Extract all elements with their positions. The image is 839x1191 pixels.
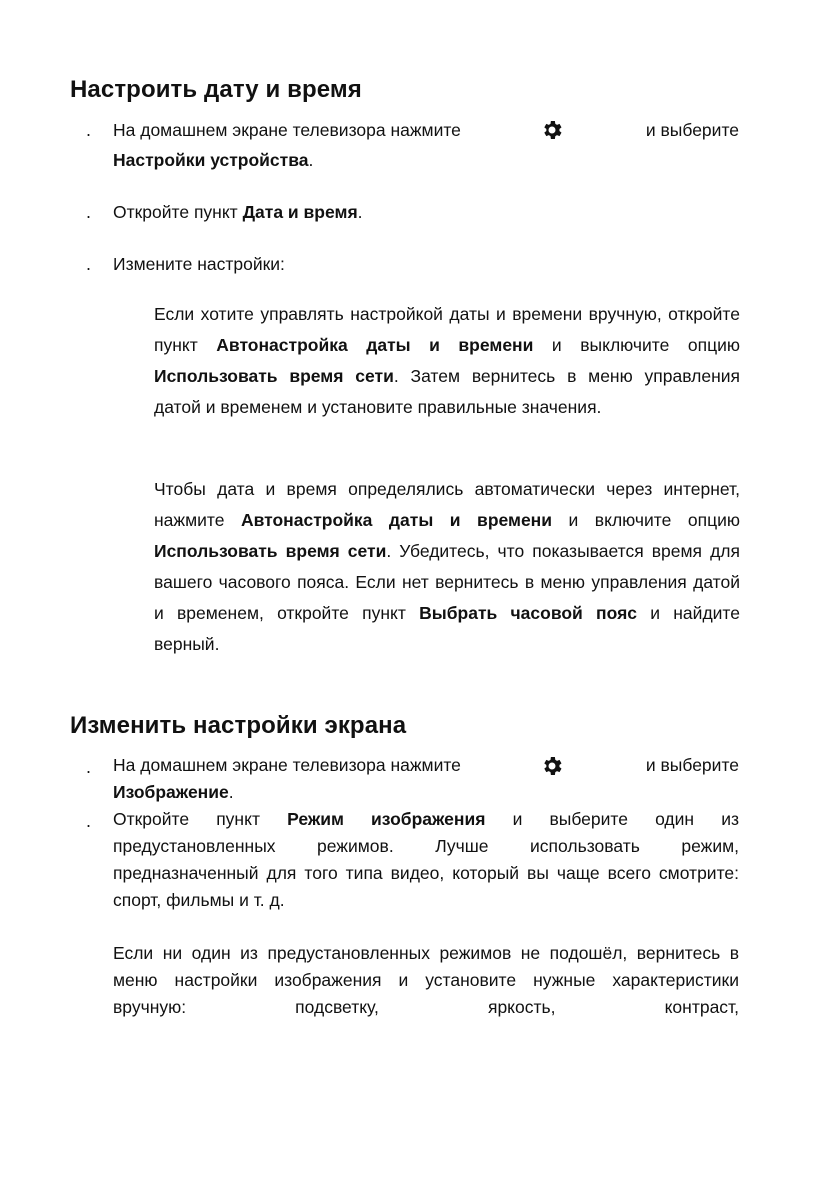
menu-name: Автонастройка даты и времени <box>240 510 553 530</box>
punctuation: . <box>308 150 314 170</box>
bullet-marker: . <box>86 811 92 831</box>
section-title-date-time: Настроить дату и время <box>70 76 362 103</box>
punctuation: . <box>357 202 363 222</box>
gear-icon <box>540 118 564 142</box>
bullet-marker: . <box>86 120 92 140</box>
paragraph-text: Чтобы дата и время определялись автоматически через интернет, нажмите <box>154 479 740 530</box>
instruction-text: и выберите <box>645 755 739 775</box>
menu-name: Изображение <box>113 782 229 802</box>
paragraph-text: и выключите опцию <box>533 335 741 355</box>
list-item-text <box>113 197 739 227</box>
punctuation: . <box>228 782 234 802</box>
paragraph-manual-date <box>154 299 740 423</box>
paragraph-text: и найдите верный. <box>154 603 740 654</box>
gear-icon <box>540 754 564 778</box>
section-title-screen-settings: Изменить настройки экрана <box>70 712 407 739</box>
instruction-text: и выберите <box>645 120 739 140</box>
menu-name: Выбрать часовой пояс <box>419 603 638 623</box>
menu-name: Настройки устройства <box>113 150 309 170</box>
bullet-marker: . <box>86 202 92 222</box>
paragraph-auto-date <box>154 474 740 660</box>
list-item-text <box>113 806 739 914</box>
instruction-text: Откройте пункт <box>113 809 288 829</box>
menu-name: Дата и время <box>242 202 358 222</box>
paragraph-text: . Убедитесь, что показывается время для вашего часового пояса. Если нет вернитесь в меню управления датой и временем, откройте пункт <box>154 541 740 623</box>
bullet-marker: . <box>86 254 92 274</box>
instruction-text: и выберите один из предустановленных режимов. Лучше использовать режим, предназначенный для того типа видео, который вы чаще всего смотрите: спорт, фильмы и т. д. <box>113 809 740 910</box>
menu-name: Режим изображения <box>287 809 486 829</box>
list-item-text: Измените настройки: <box>113 254 285 274</box>
instruction-text: Откройте пункт <box>113 202 243 222</box>
paragraph-manual-picture: Если ни один из предустановленных режимов не подошёл, вернитесь в меню настройки изображения и установите нужные характеристики вручную: подсветку, яркость, контраст, <box>113 943 739 1017</box>
list-item-text <box>113 752 739 806</box>
instruction-text: На домашнем экране телевизора нажмите <box>113 755 461 775</box>
option-name: Использовать время сети <box>154 541 387 561</box>
list-item-text <box>113 115 739 175</box>
option-name: Использовать время сети <box>154 366 394 386</box>
paragraph-text: и включите опцию <box>552 510 740 530</box>
menu-name: Автонастройка даты и времени <box>216 335 534 355</box>
bullet-marker: . <box>86 757 92 777</box>
paragraph-text: . Затем вернитесь в меню управления датой и временем и установите правильные значения. <box>154 366 740 417</box>
paragraph-text: Если хотите управлять настройкой даты и времени вручную, откройте пункт <box>154 304 740 355</box>
instruction-text: На домашнем экране телевизора нажмите <box>113 120 461 140</box>
